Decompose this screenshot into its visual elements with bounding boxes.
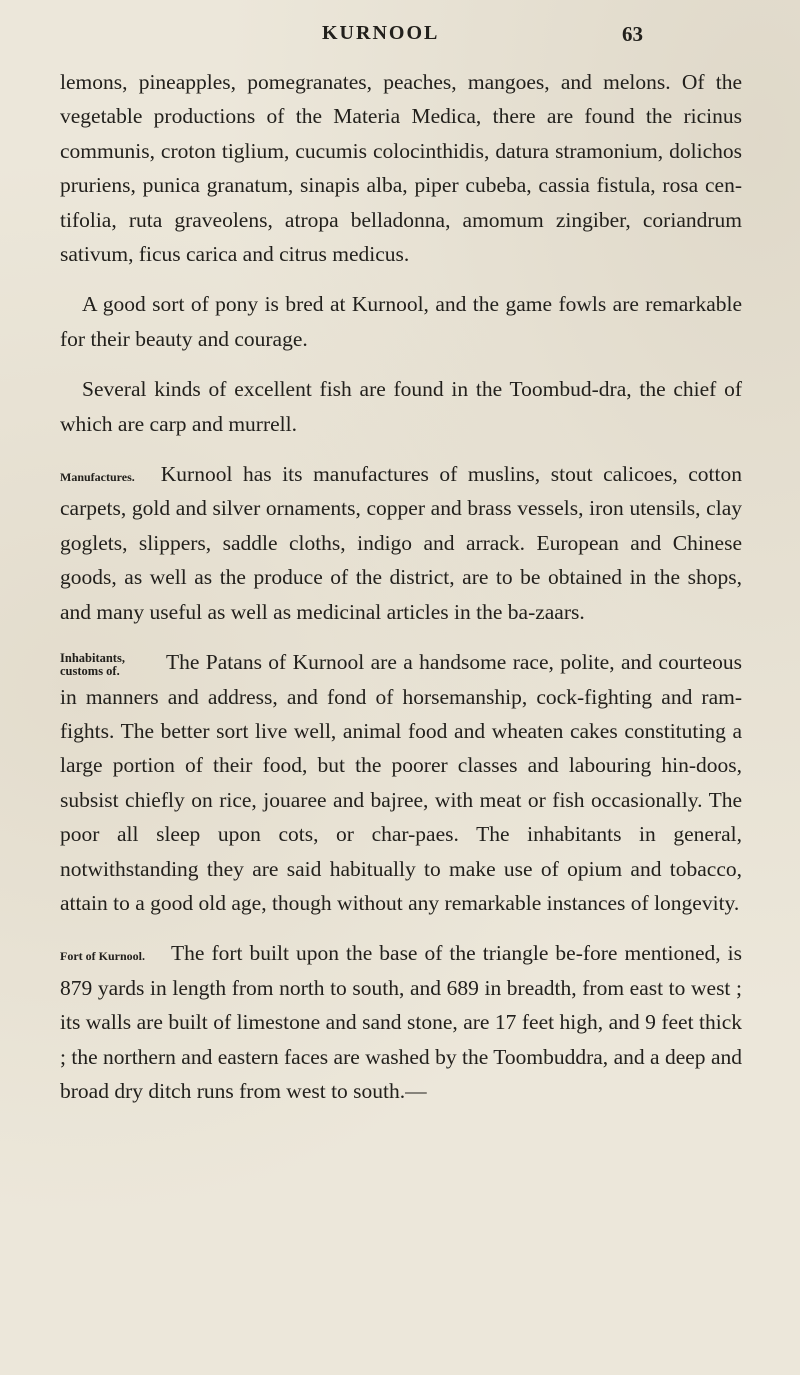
page-number: 63 xyxy=(622,22,643,46)
paragraph-inhabitants xyxy=(60,645,742,920)
paragraph-pony: A good sort of pony is bred at Kurnool, and the game fowls are remarkable for their beauty and courage. xyxy=(60,292,742,351)
paragraph-manufactures-text: Kurnool has its manufactures of muslins, stout calicoes, cotton carpets, gold and silver ornaments, copper and brass vessels, iron utensils, clay goglets, slippers, saddle cloths, indigo and arrack. European and Chinese goods, as well as the produce of the district, are to be obtained in the shops, and many useful as well as medicinal articles in the ba-zaars. xyxy=(60,462,742,624)
paragraph-produce: lemons, pineapples, pomegranates, peaches, mangoes, and melons. Of the vegetable productions of the Materia Medica, there are found the ricinus communis, croton tiglium, cucumis colocinthidis, datura stramonium, dolichos pruriens, punica granatum, sinapis alba, piper cubeba, cassia fistula, rosa cen-tifolia, ruta graveolens, atropa belladonna, amomum zingiber, coriandrum sativum, ficus carica and citrus medicus. xyxy=(60,70,742,267)
sidenote-fort: Fort of Kurnool. xyxy=(60,949,145,964)
paragraph-fort-text: The fort built upon the base of the triangle be-fore mentioned, is 879 yards in length from north to south, and 689 in breadth, from east to west ; its walls are built of limestone and sand stone, are 17 feet high, and 9 feet thick ; the northern and eastern faces are washed by the Toombuddra, and a deep and broad dry ditch runs from west to south.— xyxy=(60,941,742,1103)
paragraph-fort xyxy=(60,936,742,1108)
paragraph-manufactures xyxy=(60,457,742,629)
sidenote-manufactures: Manufactures. xyxy=(60,470,135,485)
sidenote-inhabitants: Inhabitants, customs of. xyxy=(60,651,125,679)
paragraph-fish: Several kinds of excellent fish are found in the Toombud-dra, the chief of which are carp and murrell. xyxy=(60,377,742,436)
running-title: KURNOOL xyxy=(322,22,440,44)
paragraph-inhabitants-text: The Patans of Kurnool are a handsome race, polite, and courteous in manners and address, and fond of horsemanship, cock-fighting and ram-fights. The better sort live well, animal food and wheaten cakes constituting a large portion of their food, but the poorer classes and labouring hin-doos, subsist chiefly on rice, jouaree and bajree, with meat or fish occasionally. The poor all sleep upon cots, or char-paes. The inhabitants in general, notwithstanding they are said habitually to make use of opium and tobacco, attain to a good old age, though without any remarkable instances of longevity. xyxy=(60,650,742,915)
body-text xyxy=(60,65,742,1108)
page-header xyxy=(0,22,800,52)
